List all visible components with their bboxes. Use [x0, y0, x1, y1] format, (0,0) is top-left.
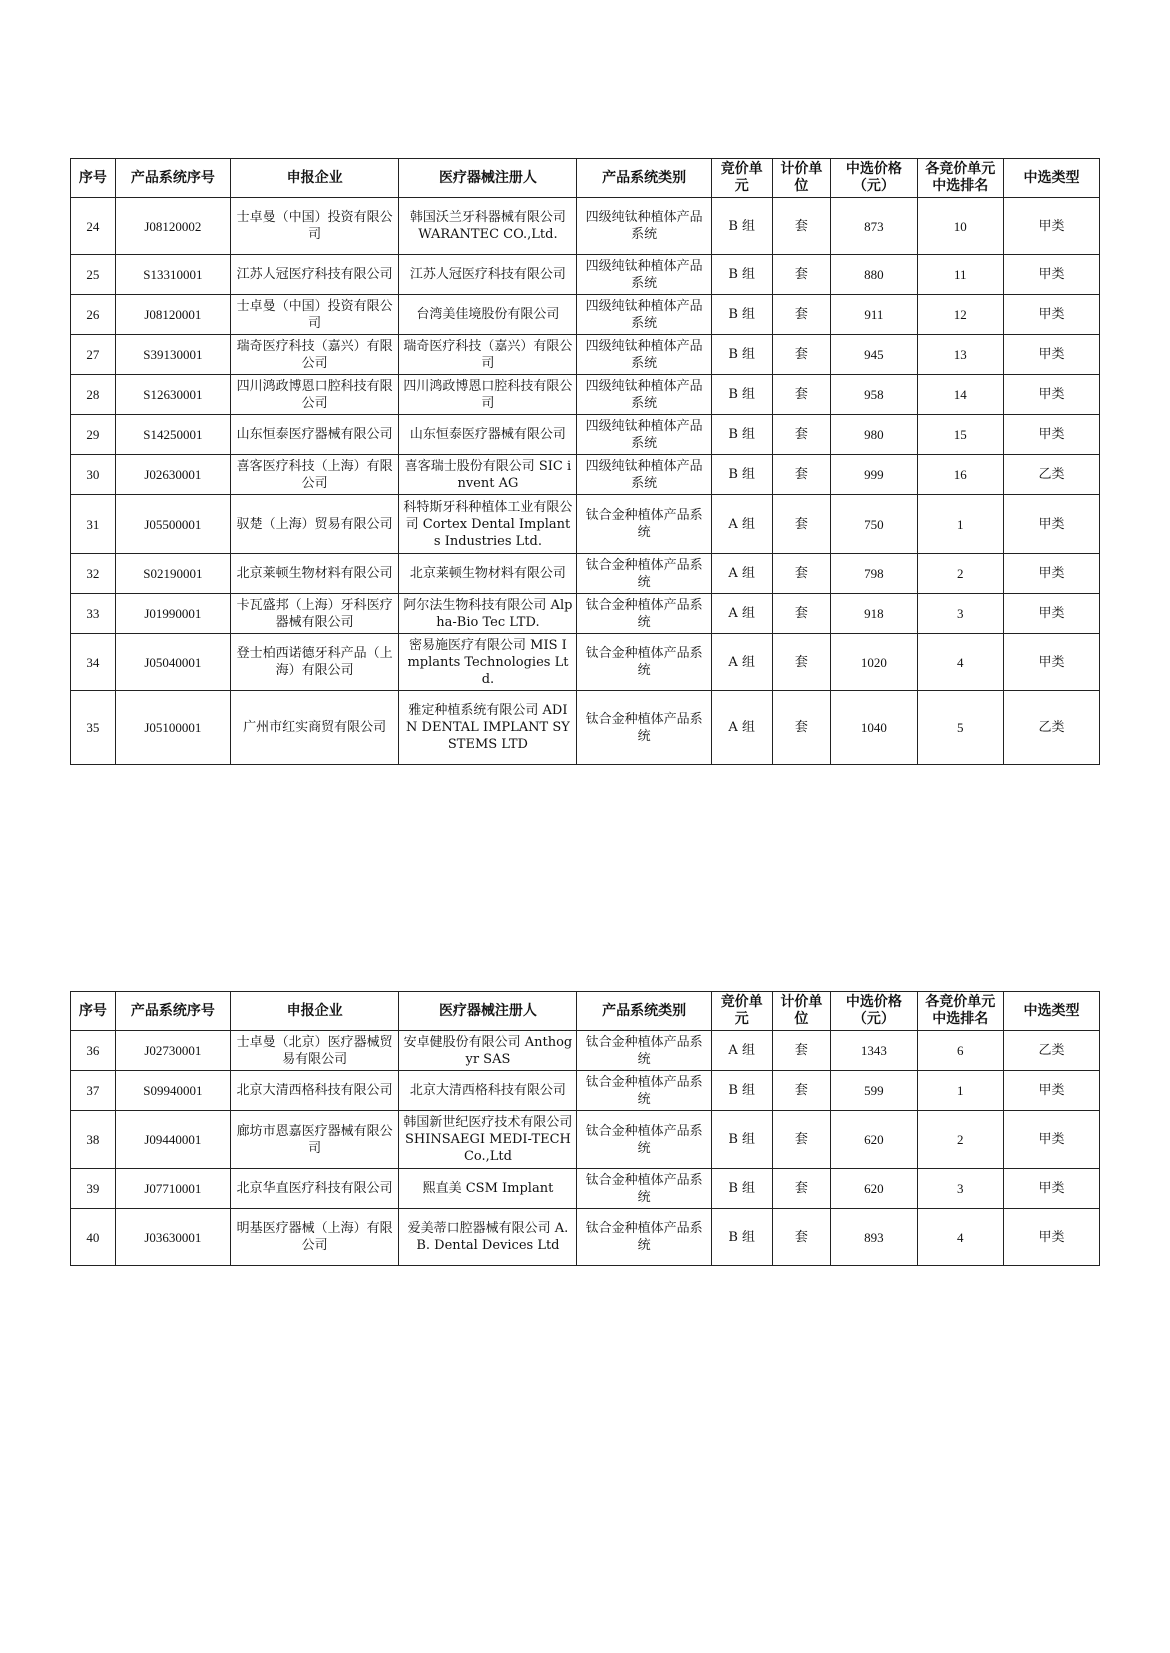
selection-type: 甲类	[1003, 1111, 1099, 1169]
selection-type: 甲类	[1003, 295, 1099, 335]
row-number: 33	[71, 594, 116, 634]
bid-unit-group: A 组	[711, 594, 772, 634]
selection-rank: 3	[917, 594, 1003, 634]
pricing-unit: 套	[772, 295, 831, 335]
applicant-company: 卡瓦盛邦（上海）牙科医疗器械有限公司	[230, 594, 398, 634]
product-system-code: J05500001	[115, 495, 230, 554]
product-system-code: J05040001	[115, 634, 230, 691]
header-cell: 计价单位	[772, 159, 831, 198]
applicant-company: 北京莱顿生物材料有限公司	[230, 554, 398, 594]
selected-price: 980	[831, 415, 917, 455]
product-category: 钛合金种植体产品系统	[577, 634, 711, 691]
applicant-company: 北京大清西格科技有限公司	[230, 1071, 398, 1111]
table-row	[71, 1209, 1100, 1266]
applicant-company: 四川鸿政博恩口腔科技有限公司	[230, 375, 398, 415]
bid-unit-group: B 组	[711, 415, 772, 455]
bid-unit-group: A 组	[711, 1031, 772, 1071]
product-system-code: J01990001	[115, 594, 230, 634]
selection-type: 甲类	[1003, 375, 1099, 415]
product-system-code: J08120001	[115, 295, 230, 335]
selected-price: 893	[831, 1209, 917, 1266]
pricing-unit: 套	[772, 554, 831, 594]
product-system-code: S12630001	[115, 375, 230, 415]
product-category: 钛合金种植体产品系统	[577, 1209, 711, 1266]
header-cell: 各竞价单元中选排名	[917, 159, 1003, 198]
product-system-code: S02190001	[115, 554, 230, 594]
applicant-company: 廊坊市恩嘉医疗器械有限公司	[230, 1111, 398, 1169]
applicant-company: 明基医疗器械（上海）有限公司	[230, 1209, 398, 1266]
header-cell: 序号	[71, 992, 116, 1031]
table-row	[71, 255, 1100, 295]
table-row	[71, 594, 1100, 634]
selection-rank: 15	[917, 415, 1003, 455]
pricing-unit: 套	[772, 375, 831, 415]
device-registrant: 韩国新世纪医疗技术有限公司 SHINSAEGI MEDI-TECH Co.,Ltd	[399, 1111, 577, 1169]
row-number: 28	[71, 375, 116, 415]
selection-rank: 5	[917, 691, 1003, 765]
selection-rank: 14	[917, 375, 1003, 415]
table-row	[71, 198, 1100, 255]
applicant-company: 北京华直医疗科技有限公司	[230, 1169, 398, 1209]
table-row	[71, 1071, 1100, 1111]
selected-price: 1343	[831, 1031, 917, 1071]
row-number: 38	[71, 1111, 116, 1169]
product-category: 钛合金种植体产品系统	[577, 1169, 711, 1209]
header-cell: 计价单位	[772, 992, 831, 1031]
pricing-unit: 套	[772, 335, 831, 375]
device-registrant: 喜客瑞士股份有限公司 SIC invent AG	[399, 455, 577, 495]
product-category: 四级纯钛种植体产品系统	[577, 198, 711, 255]
table-header-row	[71, 992, 1100, 1031]
selection-rank: 10	[917, 198, 1003, 255]
header-cell: 产品系统序号	[115, 992, 230, 1031]
selection-type: 甲类	[1003, 554, 1099, 594]
bid-unit-group: B 组	[711, 1209, 772, 1266]
selected-price: 880	[831, 255, 917, 295]
product-system-code: J08120002	[115, 198, 230, 255]
pricing-unit: 套	[772, 495, 831, 554]
applicant-company: 江苏人冠医疗科技有限公司	[230, 255, 398, 295]
selected-price: 620	[831, 1111, 917, 1169]
selected-price: 620	[831, 1169, 917, 1209]
selected-price: 599	[831, 1071, 917, 1111]
product-category: 四级纯钛种植体产品系统	[577, 455, 711, 495]
selection-rank: 16	[917, 455, 1003, 495]
device-registrant: 北京莱顿生物材料有限公司	[399, 554, 577, 594]
device-registrant: 北京大清西格科技有限公司	[399, 1071, 577, 1111]
row-number: 26	[71, 295, 116, 335]
pricing-unit: 套	[772, 255, 831, 295]
bid-unit-group: A 组	[711, 554, 772, 594]
product-category: 四级纯钛种植体产品系统	[577, 335, 711, 375]
applicant-company: 登士柏西诺德牙科产品（上海）有限公司	[230, 634, 398, 691]
selection-type: 甲类	[1003, 1209, 1099, 1266]
selection-rank: 2	[917, 554, 1003, 594]
bid-unit-group: B 组	[711, 455, 772, 495]
header-cell: 中选类型	[1003, 992, 1099, 1031]
pricing-unit: 套	[772, 1169, 831, 1209]
table-row	[71, 554, 1100, 594]
table-row	[71, 691, 1100, 765]
selection-type: 甲类	[1003, 634, 1099, 691]
device-registrant: 雅定种植系统有限公司 ADIN DENTAL IMPLANT SYSTEMS LTD	[399, 691, 577, 765]
product-system-code: J05100001	[115, 691, 230, 765]
table-row	[71, 1111, 1100, 1169]
row-number: 34	[71, 634, 116, 691]
pricing-unit: 套	[772, 1031, 831, 1071]
selected-price: 999	[831, 455, 917, 495]
pricing-unit: 套	[772, 415, 831, 455]
table-row	[71, 415, 1100, 455]
header-cell: 产品系统序号	[115, 159, 230, 198]
header-cell: 产品系统类别	[577, 992, 711, 1031]
selection-type: 甲类	[1003, 1169, 1099, 1209]
selection-type: 甲类	[1003, 335, 1099, 375]
applicant-company: 山东恒泰医疗器械有限公司	[230, 415, 398, 455]
bid-unit-group: B 组	[711, 1169, 772, 1209]
header-cell: 竞价单元	[711, 992, 772, 1031]
device-registrant: 安卓健股份有限公司 Anthogyr SAS	[399, 1031, 577, 1071]
row-number: 27	[71, 335, 116, 375]
product-category: 四级纯钛种植体产品系统	[577, 295, 711, 335]
product-system-code: S13310001	[115, 255, 230, 295]
selection-rank: 4	[917, 1209, 1003, 1266]
header-cell: 各竞价单元中选排名	[917, 992, 1003, 1031]
pricing-unit: 套	[772, 1209, 831, 1266]
product-system-code: S09940001	[115, 1071, 230, 1111]
selection-type: 甲类	[1003, 415, 1099, 455]
bid-unit-group: B 组	[711, 295, 772, 335]
table-row	[71, 1169, 1100, 1209]
selection-type: 甲类	[1003, 198, 1099, 255]
pricing-unit: 套	[772, 691, 831, 765]
selection-rank: 2	[917, 1111, 1003, 1169]
row-number: 24	[71, 198, 116, 255]
device-registrant: 韩国沃兰牙科器械有限公司 WARANTEC CO.,Ltd.	[399, 198, 577, 255]
selection-rank: 6	[917, 1031, 1003, 1071]
applicant-company: 喜客医疗科技（上海）有限公司	[230, 455, 398, 495]
selected-price: 945	[831, 335, 917, 375]
selection-type: 乙类	[1003, 455, 1099, 495]
selection-rank: 1	[917, 1071, 1003, 1111]
applicant-company: 士卓曼（中国）投资有限公司	[230, 295, 398, 335]
selected-price: 958	[831, 375, 917, 415]
product-system-code: J02730001	[115, 1031, 230, 1071]
selected-price: 873	[831, 198, 917, 255]
device-registrant: 爱美蒂口腔器械有限公司 A.B. Dental Devices Ltd	[399, 1209, 577, 1266]
product-category: 四级纯钛种植体产品系统	[577, 255, 711, 295]
table-header-row	[71, 159, 1100, 198]
row-number: 29	[71, 415, 116, 455]
header-cell: 中选价格（元）	[831, 992, 917, 1031]
row-number: 37	[71, 1071, 116, 1111]
selection-type: 乙类	[1003, 1031, 1099, 1071]
selected-price: 918	[831, 594, 917, 634]
bid-unit-group: A 组	[711, 495, 772, 554]
pricing-unit: 套	[772, 594, 831, 634]
bid-unit-group: B 组	[711, 1071, 772, 1111]
header-cell: 医疗器械注册人	[399, 992, 577, 1031]
bid-results-table-1	[70, 158, 1100, 765]
selection-rank: 12	[917, 295, 1003, 335]
pricing-unit: 套	[772, 1071, 831, 1111]
row-number: 30	[71, 455, 116, 495]
product-category: 钛合金种植体产品系统	[577, 691, 711, 765]
selection-type: 乙类	[1003, 691, 1099, 765]
bid-results-table-2	[70, 991, 1100, 1266]
selection-rank: 11	[917, 255, 1003, 295]
row-number: 32	[71, 554, 116, 594]
selected-price: 750	[831, 495, 917, 554]
header-cell: 申报企业	[230, 159, 398, 198]
device-registrant: 密易施医疗有限公司 MIS Implants Technologies Ltd.	[399, 634, 577, 691]
applicant-company: 广州市红实商贸有限公司	[230, 691, 398, 765]
header-cell: 申报企业	[230, 992, 398, 1031]
applicant-company: 驭楚（上海）贸易有限公司	[230, 495, 398, 554]
device-registrant: 瑞奇医疗科技（嘉兴）有限公司	[399, 335, 577, 375]
applicant-company: 瑞奇医疗科技（嘉兴）有限公司	[230, 335, 398, 375]
table-row	[71, 455, 1100, 495]
selection-rank: 13	[917, 335, 1003, 375]
selection-type: 甲类	[1003, 255, 1099, 295]
header-cell: 竞价单元	[711, 159, 772, 198]
selected-price: 911	[831, 295, 917, 335]
product-system-code: S39130001	[115, 335, 230, 375]
applicant-company: 士卓曼（北京）医疗器械贸易有限公司	[230, 1031, 398, 1071]
product-category: 钛合金种植体产品系统	[577, 554, 711, 594]
product-system-code: J07710001	[115, 1169, 230, 1209]
header-cell: 中选类型	[1003, 159, 1099, 198]
product-category: 钛合金种植体产品系统	[577, 1071, 711, 1111]
header-cell: 医疗器械注册人	[399, 159, 577, 198]
product-category: 钛合金种植体产品系统	[577, 1111, 711, 1169]
product-system-code: J09440001	[115, 1111, 230, 1169]
row-number: 35	[71, 691, 116, 765]
bid-unit-group: A 组	[711, 691, 772, 765]
selected-price: 1020	[831, 634, 917, 691]
table-row	[71, 634, 1100, 691]
device-registrant: 四川鸿政博恩口腔科技有限公司	[399, 375, 577, 415]
selection-rank: 4	[917, 634, 1003, 691]
bid-unit-group: A 组	[711, 634, 772, 691]
table-row	[71, 1031, 1100, 1071]
row-number: 40	[71, 1209, 116, 1266]
pricing-unit: 套	[772, 634, 831, 691]
header-cell: 序号	[71, 159, 116, 198]
product-category: 钛合金种植体产品系统	[577, 1031, 711, 1071]
selection-type: 甲类	[1003, 594, 1099, 634]
selection-type: 甲类	[1003, 1071, 1099, 1111]
selected-price: 798	[831, 554, 917, 594]
device-registrant: 科特斯牙科种植体工业有限公司 Cortex Dental Implants Industries Ltd.	[399, 495, 577, 554]
product-category: 四级纯钛种植体产品系统	[577, 375, 711, 415]
device-registrant: 山东恒泰医疗器械有限公司	[399, 415, 577, 455]
product-system-code: J03630001	[115, 1209, 230, 1266]
header-cell: 中选价格（元）	[831, 159, 917, 198]
bid-unit-group: B 组	[711, 198, 772, 255]
row-number: 25	[71, 255, 116, 295]
row-number: 39	[71, 1169, 116, 1209]
device-registrant: 阿尔法生物科技有限公司 Alpha-Bio Tec LTD.	[399, 594, 577, 634]
row-number: 31	[71, 495, 116, 554]
header-cell: 产品系统类别	[577, 159, 711, 198]
bid-unit-group: B 组	[711, 1111, 772, 1169]
pricing-unit: 套	[772, 1111, 831, 1169]
selection-rank: 1	[917, 495, 1003, 554]
table-row	[71, 335, 1100, 375]
product-category: 钛合金种植体产品系统	[577, 495, 711, 554]
bid-unit-group: B 组	[711, 255, 772, 295]
product-category: 钛合金种植体产品系统	[577, 594, 711, 634]
product-system-code: J02630001	[115, 455, 230, 495]
device-registrant: 台湾美佳境股份有限公司	[399, 295, 577, 335]
bid-unit-group: B 组	[711, 335, 772, 375]
product-category: 四级纯钛种植体产品系统	[577, 415, 711, 455]
table-row	[71, 295, 1100, 335]
row-number: 36	[71, 1031, 116, 1071]
table-row	[71, 375, 1100, 415]
device-registrant: 江苏人冠医疗科技有限公司	[399, 255, 577, 295]
device-registrant: 熙直美 CSM Implant	[399, 1169, 577, 1209]
selection-type: 甲类	[1003, 495, 1099, 554]
applicant-company: 士卓曼（中国）投资有限公司	[230, 198, 398, 255]
bid-unit-group: B 组	[711, 375, 772, 415]
pricing-unit: 套	[772, 455, 831, 495]
selection-rank: 3	[917, 1169, 1003, 1209]
product-system-code: S14250001	[115, 415, 230, 455]
table-row	[71, 495, 1100, 554]
selected-price: 1040	[831, 691, 917, 765]
pricing-unit: 套	[772, 198, 831, 255]
